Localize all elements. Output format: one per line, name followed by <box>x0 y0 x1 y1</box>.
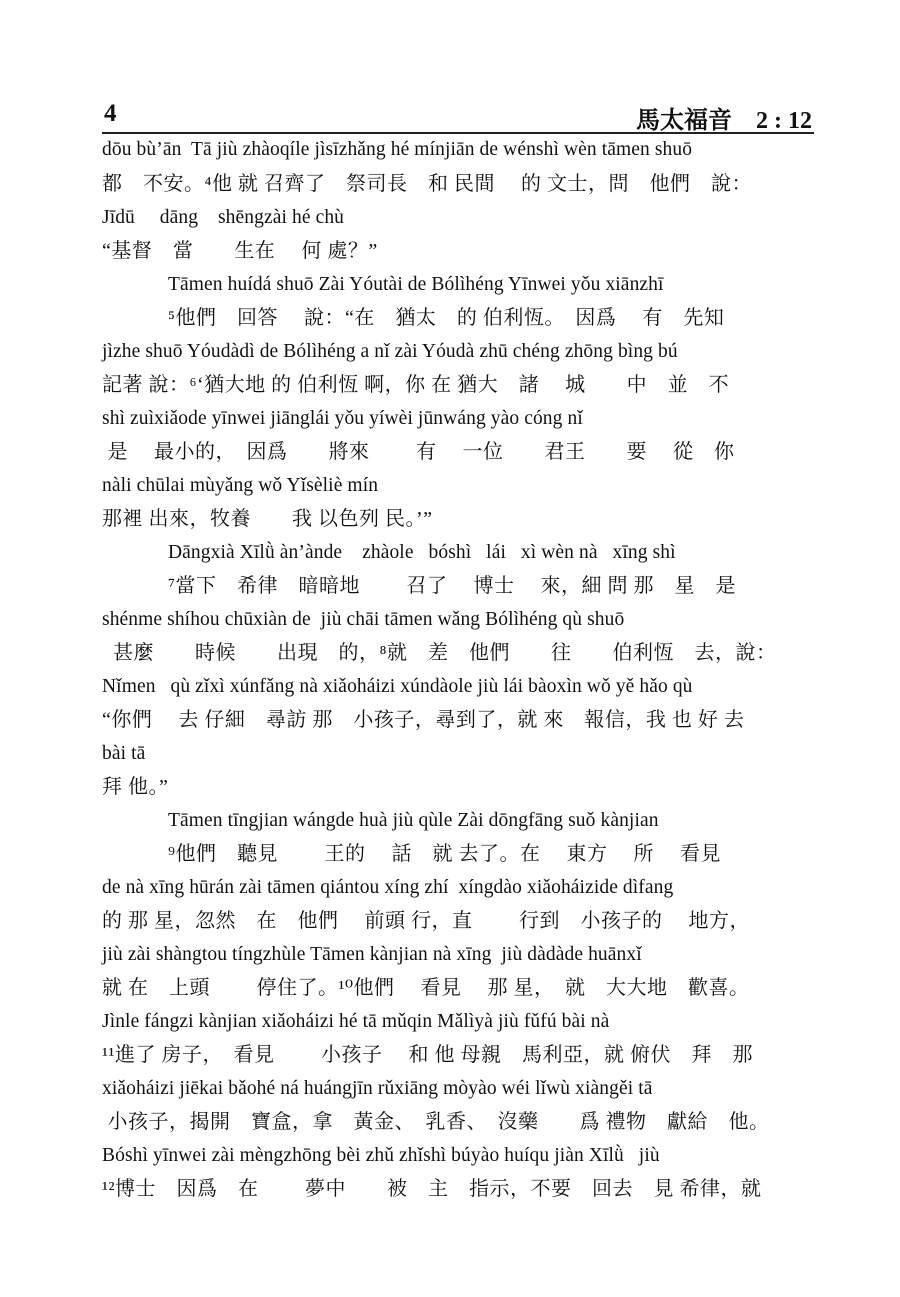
pinyin-line: de nà xīng hūrán zài tāmen qiántou xíng zhí xíngdào xiǎoháizide dìfang <box>102 877 674 898</box>
page-number: 4 <box>104 100 117 127</box>
hanzi-line: 都 不安。⁴他 就 召齊了 祭司長 和 民間 的 文士，問 他們 說： <box>102 173 752 195</box>
hanzi-line: ⁷當下 希律 暗暗地 召了 博士 來，細 問 那 星 是 <box>168 575 736 597</box>
page-header <box>102 100 814 132</box>
hanzi-line: ⁹他們 聽見 王的 話 就 去了。在 東方 所 看見 <box>168 843 721 865</box>
pinyin-line: bài tā <box>102 743 146 764</box>
hanzi-line: 拜 他。” <box>102 776 169 798</box>
header-rule <box>102 132 814 134</box>
hanzi-line: 記著 說：⁶‘猶大地 的 伯利恆 啊，你 在 猶大 諸 城 中 並 不 <box>102 374 730 396</box>
hanzi-line: ⁵他們 回答 說：“在 猶太 的 伯利恆。 因爲 有 先知 <box>168 307 725 329</box>
hanzi-line: “基督 當 生在 何 處？” <box>102 240 378 262</box>
pinyin-line: nàli chūlai mùyǎng wǒ Yǐsèliè mín <box>102 475 379 496</box>
pinyin-line: Tāmen tīngjian wángde huà jiù qùle Zài dōngfāng suǒ kànjian <box>168 810 659 831</box>
pinyin-line: shénme shíhou chūxiàn de jiù chāi tāmen wǎng Bólìhéng qù shuō <box>102 609 625 630</box>
hanzi-line: ¹¹進了 房子， 看見 小孩子 和 他 母親 馬利亞，就 俯伏 拜 那 <box>102 1044 753 1066</box>
pinyin-line: Bóshì yīnwei zài mèngzhōng bèi zhǔ zhǐshì búyào huíqu jiàn Xīlǜ jiù <box>102 1145 660 1166</box>
hanzi-line: 是 最小的， 因爲 將來 有 一位 君王 要 從 你 <box>102 441 735 463</box>
hanzi-line: ¹²博士 因爲 在 夢中 被 主 指示，不要 回去 見 希律，就 <box>102 1178 762 1200</box>
pinyin-line: Nǐmen qù zǐxì xúnfǎng nà xiǎoháizi xúndàole jiù lái bàoxìn wǒ yě hǎo qù <box>102 676 693 697</box>
pinyin-line: Tāmen huídá shuō Zài Yóutài de Bólìhéng Yīnwei yǒu xiānzhī <box>168 274 664 295</box>
running-head: 馬太福音 2 : 12 <box>636 108 812 134</box>
hanzi-line: 就 在 上頭 停住了。¹⁰他們 看見 那 星， 就 大大地 歡喜。 <box>102 977 750 999</box>
pinyin-line: shì zuìxiǎode yīnwei jiānglái yǒu yíwèi jūnwáng yào cóng nǐ <box>102 408 583 429</box>
pinyin-line: Jìnle fángzi kànjian xiǎoháizi hé tā mǔqin Mǎlìyà jiù fǔfú bài nà <box>102 1011 610 1032</box>
hanzi-line: 小孩子，揭開 寶盒，拿 黃金、 乳香、 沒藥 爲 禮物 獻給 他。 <box>102 1111 770 1133</box>
pinyin-line: jiù zài shàngtou tíngzhùle Tāmen kànjian nà xīng jiù dàdàde huānxǐ <box>102 944 642 965</box>
hanzi-line: “你們 去 仔細 尋訪 那 小孩子，尋到了，就 來 報信，我 也 好 去 <box>102 709 745 731</box>
hanzi-line: 甚麼 時候 出現 的，⁸就 差 他們 往 伯利恆 去，說： <box>102 642 777 664</box>
pinyin-line: xiǎoháizi jiēkai bǎohé ná huángjīn rǔxiāng mòyào wéi lǐwù xiàngěi tā <box>102 1078 653 1099</box>
pinyin-line: Jīdū dāng shēngzài hé chù <box>102 207 345 228</box>
pinyin-line: Dāngxià Xīlǜ àn’ànde zhàole bóshì lái xì wèn nà xīng shì <box>168 542 676 563</box>
hanzi-line: 的 那 星，忽然 在 他們 前頭 行，直 行到 小孩子的 地方， <box>102 910 750 932</box>
pinyin-line: jìzhe shuō Yóudàdì de Bólìhéng a nǐ zài Yóudà zhū chéng zhōng bìng bú <box>102 341 678 362</box>
pinyin-line: dōu bù’ān Tā jiù zhàoqíle jìsīzhǎng hé mínjiān de wénshì wèn tāmen shuō <box>102 139 693 160</box>
hanzi-line: 那裡 出來，牧養 我 以色列 民。’” <box>102 508 433 530</box>
